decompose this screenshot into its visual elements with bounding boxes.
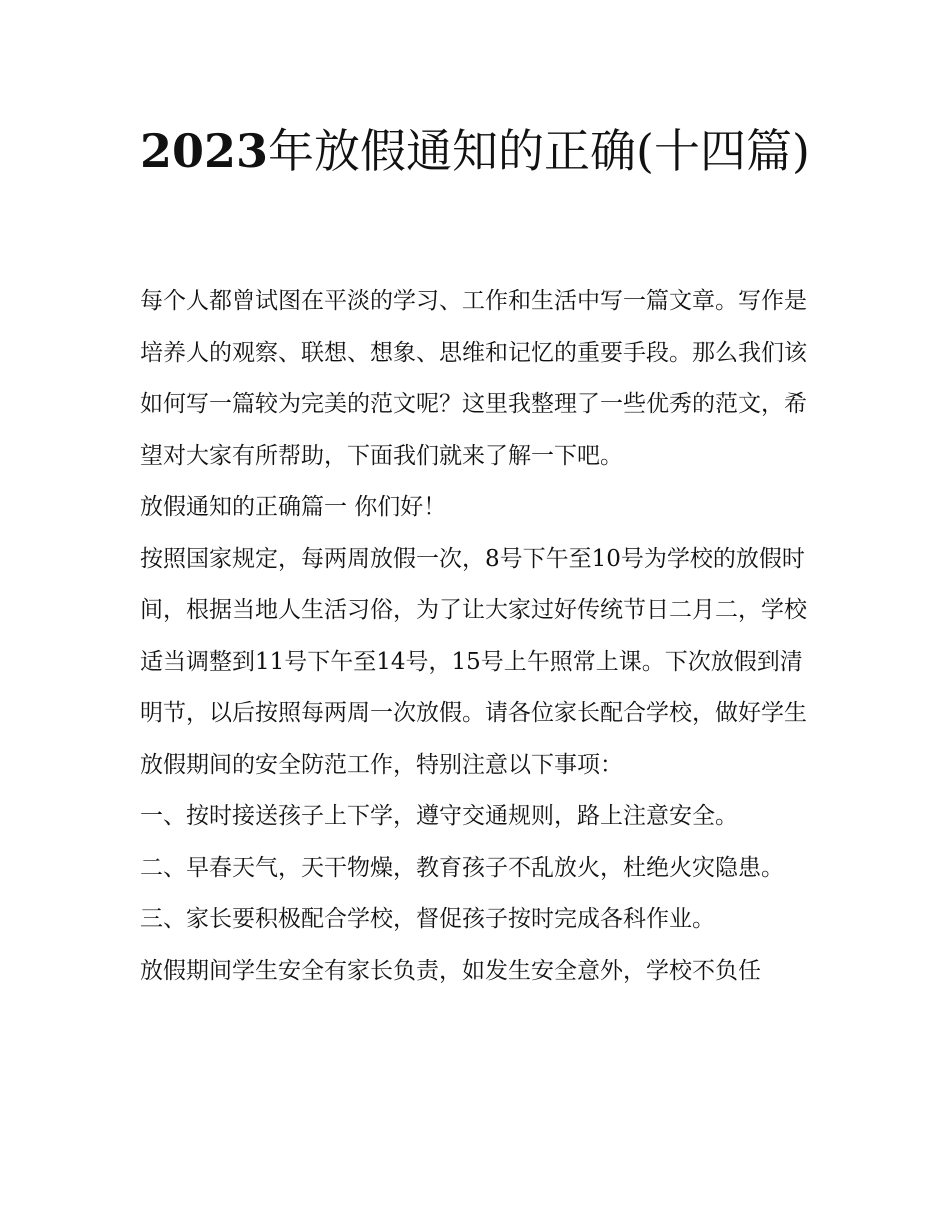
- title-year: 2023: [140, 124, 269, 178]
- item-3: 三、家长要积极配合学校，督促孩子按时完成各科作业。: [140, 906, 715, 932]
- item-2: 二、早春天气，天干物燥，教育孩子不乱放火，杜绝火灾隐患。: [140, 854, 784, 881]
- document-body: [140, 276, 820, 997]
- notice-paragraph: 按照国家规定，每两周放假一次，8号下午至10号为学校的放假时间，根据当地人生活习俗，为了让大家过好传统节日二月二，学校适当调整到11号下午至14号，15号上午照常上课。下次放假到清明节，以后按照每两周一次放假。请各位家长配合学校，做好学生放假期间的安全防范工作，特别注意以下事项：: [140, 545, 807, 778]
- closing-paragraph: 放假期间学生安全有家长负责，如发生安全意外，学校不负任: [140, 957, 761, 984]
- section-heading-greeting: 放假通知的正确篇一 你们好！: [140, 494, 447, 520]
- document-title: [140, 112, 820, 190]
- intro-paragraph: 每个人都曾试图在平淡的学习、工作和生活中写一篇文章。写作是培养人的观察、联想、想象、思维和记忆的重要手段。那么我们该如何写一篇较为完美的范文呢？这里我整理了一些优秀的范文，希望对大家有所帮助，下面我们就来了解一下吧。: [140, 288, 807, 469]
- item-1: 一、按时接送孩子上下学，遵守交通规则，路上注意安全。: [140, 803, 738, 829]
- title-text: 年放假通知的正确(十四篇): [268, 124, 810, 178]
